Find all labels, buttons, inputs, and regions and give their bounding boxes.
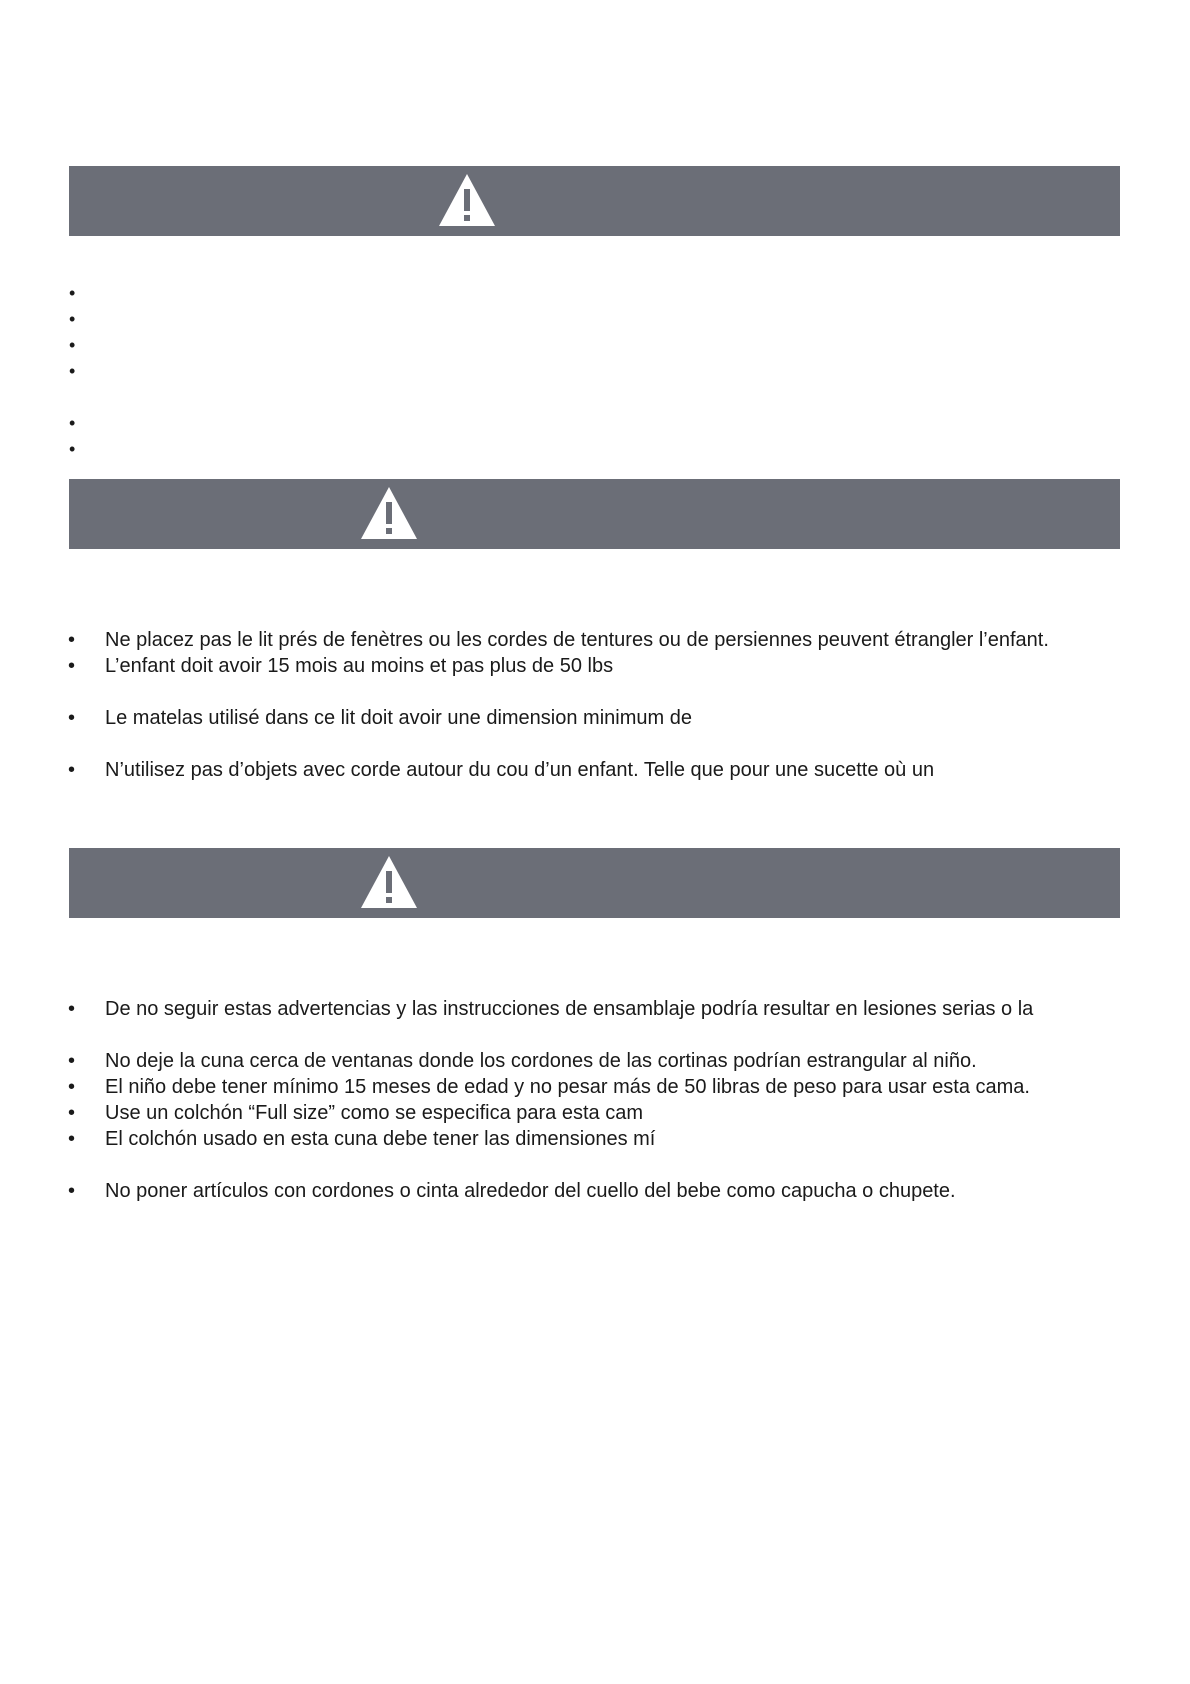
english-bullet-2: •	[69, 309, 76, 329]
bullet: •	[68, 1102, 76, 1124]
bullet: •	[68, 1050, 76, 1072]
spanish-warning-text: De no seguir estas advertencias y las instrucciones de ensamblaje podría resultar en lesiones serias o la	[105, 998, 1034, 1020]
bullet: •	[68, 759, 76, 781]
french-warning-text: N’utilisez pas d’objets avec corde autour du cou d’un enfant. Telle que pour une sucette où un	[105, 759, 935, 781]
french-warning-text: L’enfant doit avoir 15 mois au moins et pas plus de 50 lbs	[105, 655, 614, 677]
spanish-warning-text: El niño debe tener mínimo 15 meses de edad y no pesar más de 50 libras de peso para usar esta cama.	[105, 1076, 1030, 1098]
bullet: •	[68, 629, 76, 651]
english-bullet-6: •	[69, 439, 76, 459]
warning-banner-french	[69, 479, 1120, 549]
english-bullet-3: •	[69, 335, 76, 355]
bullet: •	[68, 655, 76, 677]
english-bullet-1: •	[69, 283, 76, 303]
bullet: •	[68, 1180, 76, 1202]
bullet: •	[68, 1076, 76, 1098]
french-warning-text: Le matelas utilisé dans ce lit doit avoir une dimension minimum de	[105, 707, 692, 729]
spanish-warning-text: Use un colchón “Full size” como se especifica para esta cam	[105, 1102, 644, 1124]
french-warning-text: Ne placez pas le lit prés de fenètres ou les cordes de tentures ou de persiennes peuvent étrangler l’enfant.	[105, 629, 1049, 651]
spanish-warning-text: No poner artículos con cordones o cinta alrededor del cuello del bebe como capucha o chupete.	[105, 1180, 956, 1202]
warning-triangle-icon	[437, 172, 497, 228]
spanish-warning-text: No deje la cuna cerca de ventanas donde los cordones de las cortinas podrían estrangular al niño.	[105, 1050, 977, 1072]
spanish-warning-text: El colchón usado en esta cuna debe tener las dimensiones mí	[105, 1128, 656, 1150]
warning-banner-english	[69, 166, 1120, 236]
english-bullet-4: •	[69, 361, 76, 381]
english-bullet-5: •	[69, 413, 76, 433]
bullet: •	[68, 707, 76, 729]
warning-triangle-icon	[359, 854, 419, 910]
warning-triangle-icon	[359, 485, 419, 541]
warning-banner-spanish	[69, 848, 1120, 918]
bullet: •	[68, 1128, 76, 1150]
bullet: •	[68, 998, 76, 1020]
